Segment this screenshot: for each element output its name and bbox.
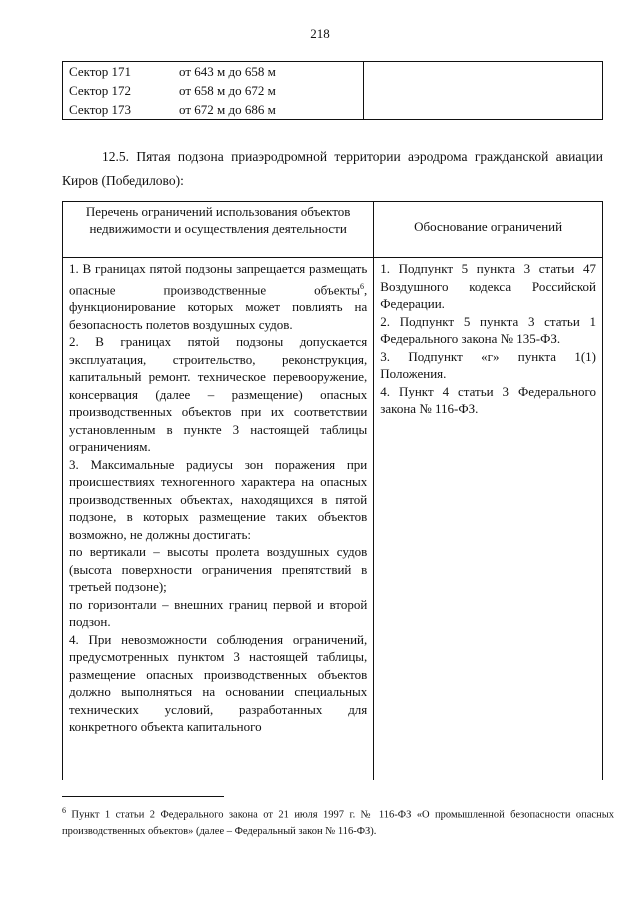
sector-range: от 643 м до 658 м — [179, 64, 276, 79]
restrictions-table — [62, 201, 603, 780]
header-right: Обоснование ограничений — [374, 202, 603, 258]
footnote-mark: 6 — [62, 806, 66, 815]
footnote — [62, 803, 614, 840]
sectors-cell — [63, 62, 364, 120]
footnote-text: Пункт 1 статьи 2 Федерального закона от 21 июля 1997 г. № 116-ФЗ «О промышленной безопасности опасных производственных объектов» (далее – Федеральный закон № 116-ФЗ). — [62, 809, 614, 837]
paragraph: по горизонтали – внешних границ первой и второй подзон. — [69, 596, 368, 630]
paragraph: по вертикали – высоты пролета воздушных судов (высота поверхности ограничения препятствий в третьей подзоне); — [69, 544, 368, 595]
paragraph: 3. Подпункт «г» пункта 1(1) Положения. — [380, 348, 596, 381]
sectors-table — [62, 61, 603, 120]
paragraph: 3. Максимальные радиусы зон поражения при происшествиях техногенного характера на опасных производственных объектах, находящихся в пятой подзоне, в которых размещение таких объектов возможно, не должны достигать: — [69, 456, 368, 542]
sector-range: от 672 м до 686 м — [179, 102, 276, 117]
footnote-ref: 6 — [360, 281, 365, 291]
paragraph: 4. Пункт 4 статьи 3 Федерального закона № 116-ФЗ. — [380, 383, 596, 416]
sectors-empty-cell — [364, 62, 603, 120]
paragraph: 1. В границах пятой подзоны запрещается размещать опасные производственные объекты$^6$, функционирование которых может повлиять на безопасность полетов воздушных судов. — [69, 261, 368, 332]
table-row — [63, 100, 363, 119]
paragraph: 2. Подпункт 5 пункта 3 статьи 1 Федерального закона № 135-ФЗ. — [380, 313, 596, 346]
paragraph: 1. Подпункт 5 пункта 3 статьи 47 Воздушного кодекса Российской Федерации. — [380, 261, 596, 311]
paragraph: 2. В границах пятой подзоны допускается эксплуатация, строительство, реконструкция, капитальный ремонт. техническое перевооружение, консервация (далее – размещение) опасных производственных объектов при их соответствии установленным в пункте 3 настоящей таблицы ограничениям. — [69, 334, 368, 455]
sector-range: от 658 м до 672 м — [179, 83, 276, 98]
sector-name: Сектор 172 — [69, 83, 132, 98]
sector-name: Сектор 173 — [69, 102, 132, 117]
paragraph: 4. При невозможности соблюдения ограничений, предусмотренных пунктом 3 настоящей таблицы, размещение опасных производственных объектов должно выполняться на основании специальных технических условий, разработанных для конкретного объекта капитального — [69, 631, 368, 735]
restrictions-cell — [63, 258, 374, 781]
sector-name: Сектор 171 — [69, 64, 132, 79]
section-heading: 12.5. Пятая подзона приаэродромной территории аэродрома гражданской авиации Киров (Победилово): — [62, 149, 603, 188]
footnote-divider — [62, 796, 224, 797]
table-row — [63, 62, 363, 81]
page-number: 218 — [310, 26, 330, 41]
header-left: Перечень ограничений использования объектов недвижимости и осуществления деятельности — [63, 202, 374, 258]
justification-cell — [374, 258, 603, 781]
table-row — [63, 81, 363, 100]
